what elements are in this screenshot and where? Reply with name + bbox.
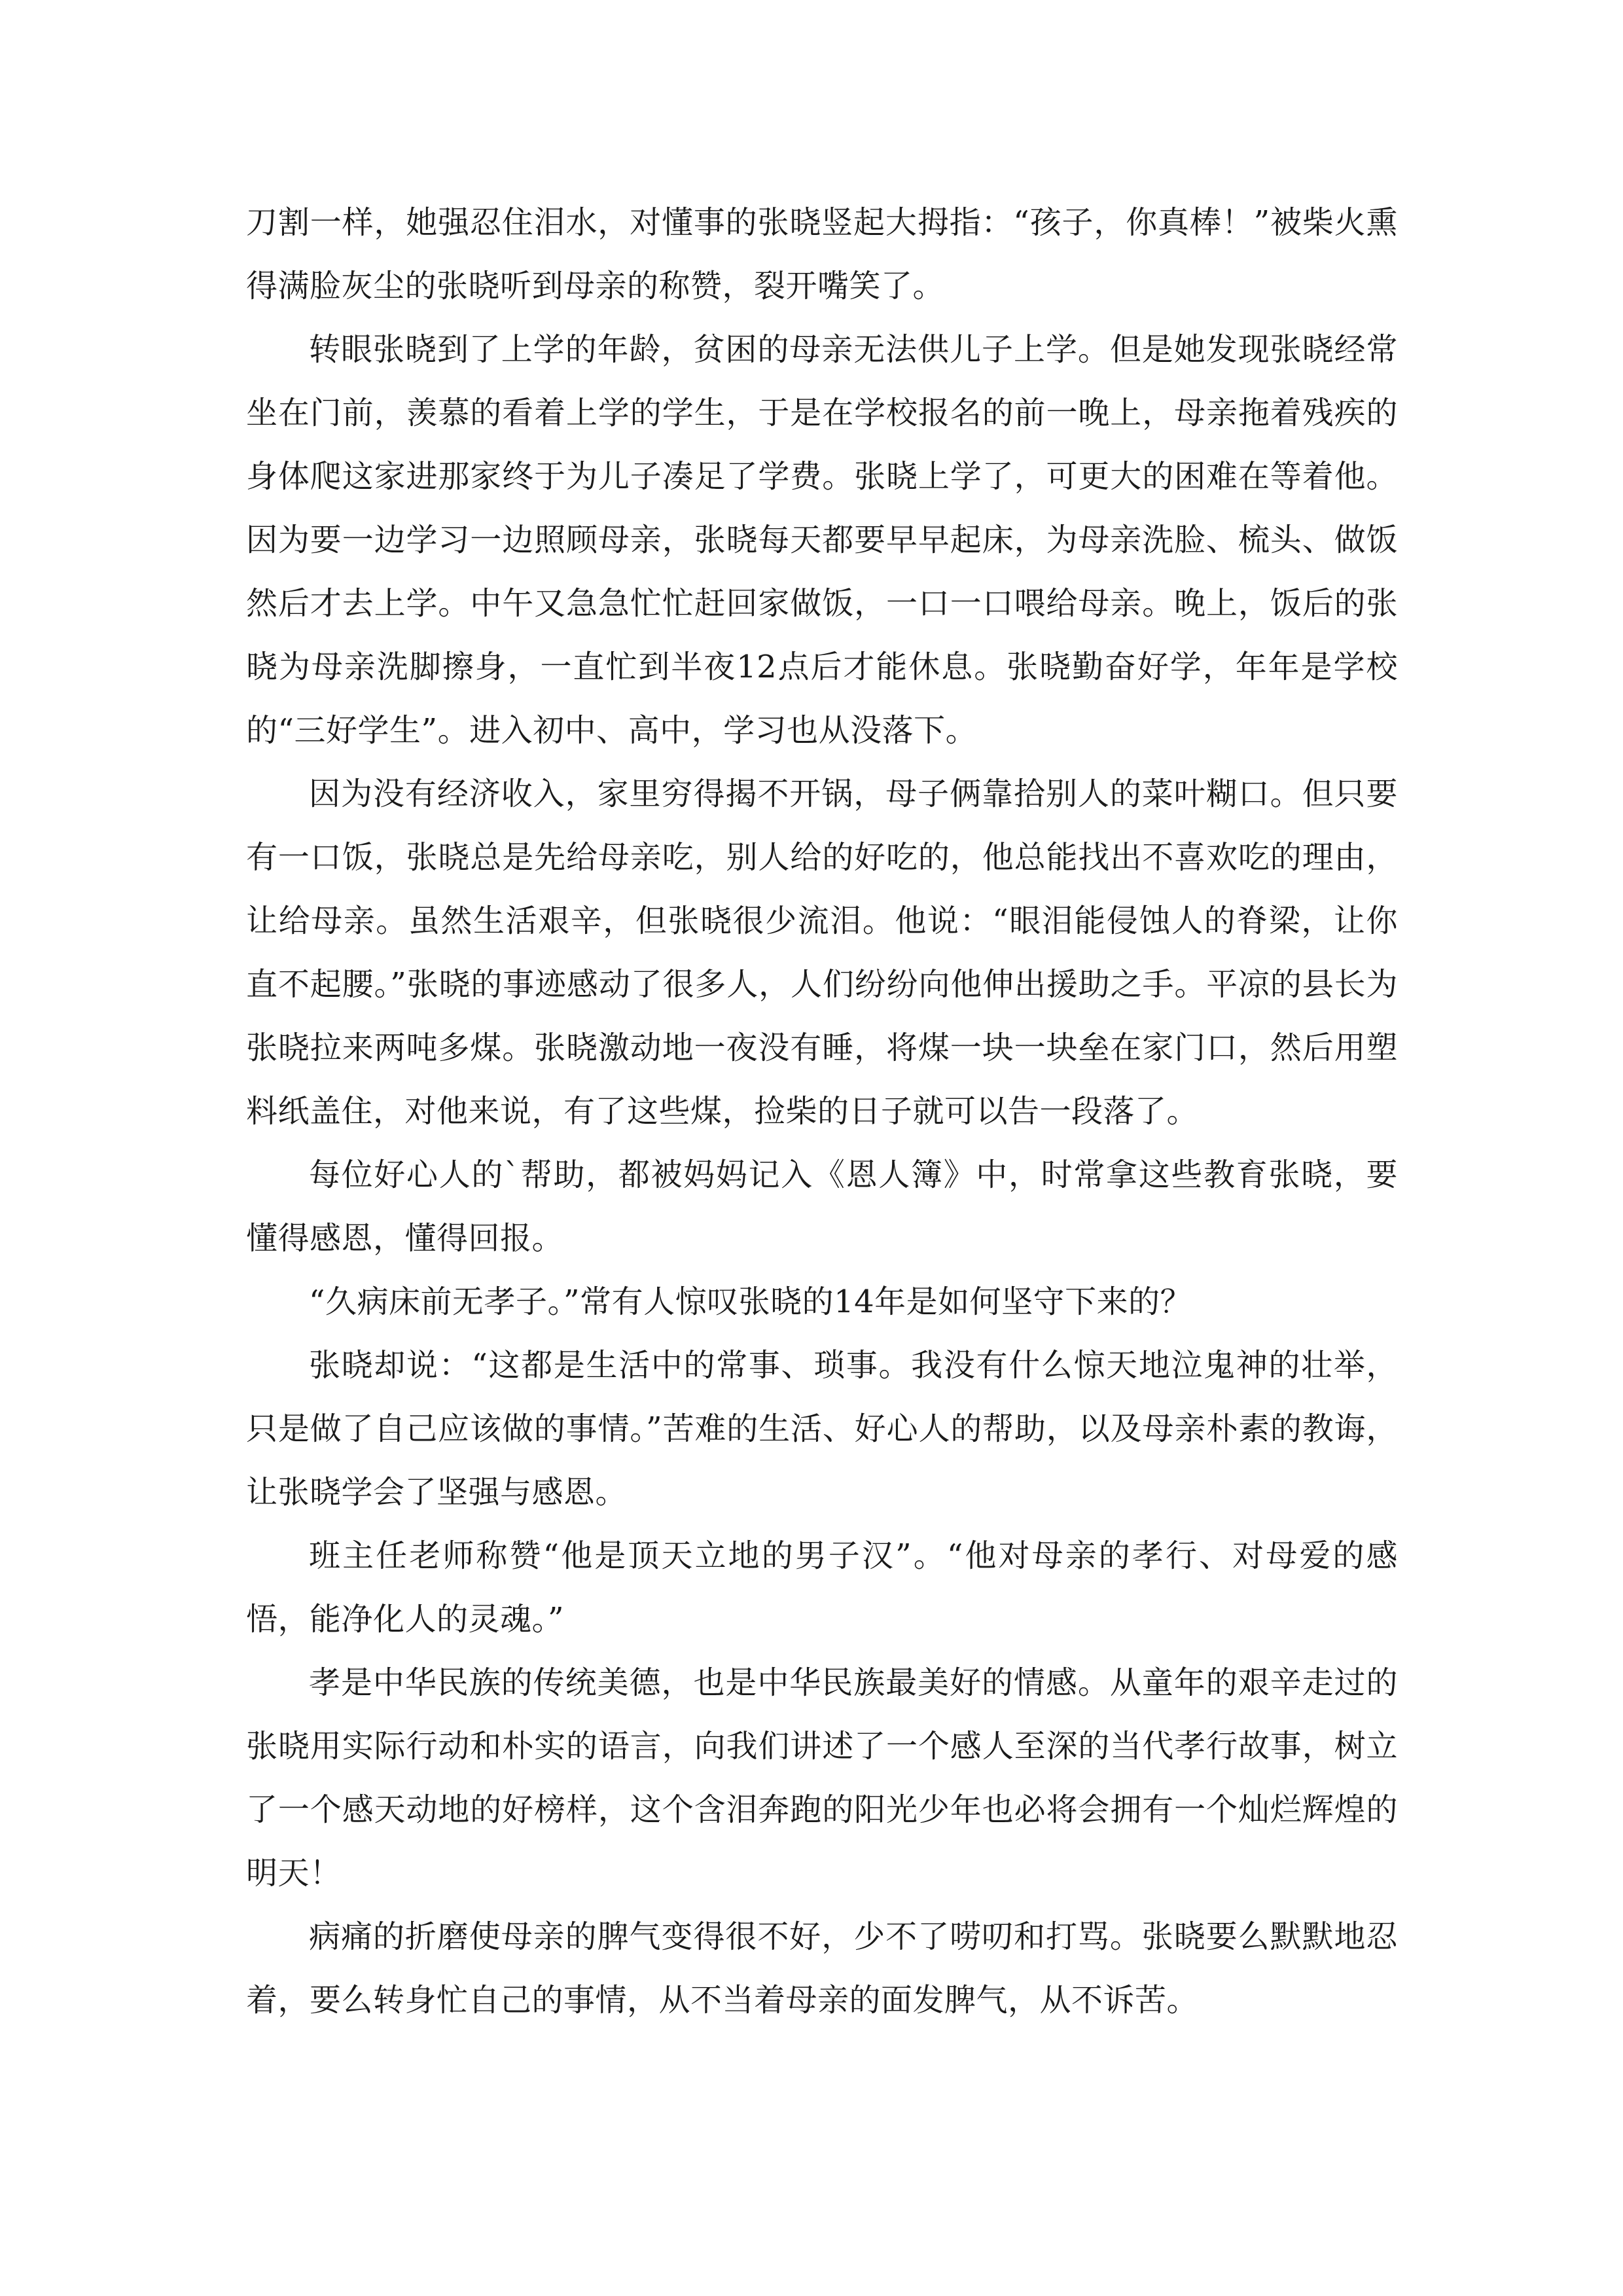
paragraph: 每位好心人的`帮助，都被妈妈记入《恩人簿》中，时常拿这些教育张晓，要懂得感恩，懂得回报。 bbox=[246, 1157, 1398, 1257]
paragraph: 转眼张晓到了上学的年龄，贫困的母亲无法供儿子上学。但是她发现张晓经常坐在门前，羡慕的看着上学的学生，于是在学校报名的前一晚上，母亲拖着残疾的身体爬这家进那家终于为儿子凑足了学费。张晓上学了，可更大的困难在等着他。因为要一边学习一边照顾母亲，张晓每天都要早早起床，为母亲洗脸、梳头、做饭然后才去上学。中午又急急忙忙赶回家做饭，一口一口喂给母亲。晚上，饭后的张晓为母亲洗脚擦身，一直忙到半夜12点后才能休息。张晓勤奋好学，年年是学校的“三好学生”。进入初中、高中，学习也从没落下。 bbox=[246, 331, 1398, 749]
paragraph: 孝是中华民族的传统美德，也是中华民族最美好的情感。从童年的艰辛走过的张晓用实际行动和朴实的语言，向我们讲述了一个感人至深的当代孝行故事，树立了一个感天动地的好榜样，这个含泪奔跑的阳光少年也必将会拥有一个灿烂辉煌的明天！ bbox=[246, 1664, 1398, 1892]
paragraph: 班主任老师称赞“他是顶天立地的男子汉”。“他对母亲的孝行、对母爱的感悟，能净化人的灵魂。” bbox=[246, 1537, 1398, 1638]
paragraph: 病痛的折磨使母亲的脾气变得很不好，少不了唠叨和打骂。张晓要么默默地忍着，要么转身忙自己的事情，从不当着母亲的面发脾气，从不诉苦。 bbox=[246, 1918, 1398, 2018]
paragraph: “久病床前无孝子。”常有人惊叹张晓的14年是如何坚守下来的？ bbox=[309, 1283, 1192, 1320]
paragraph: 刀割一样，她强忍住泪水，对懂事的张晓竖起大拇指：“孩子，你真棒！”被柴火熏得满脸灰尘的张晓听到母亲的称赞，裂开嘴笑了。 bbox=[246, 204, 1398, 304]
paragraph: 因为没有经济收入，家里穷得揭不开锅，母子俩靠拾别人的菜叶糊口。但只要有一口饭，张晓总是先给母亲吃，别人给的好吃的，他总能找出不喜欢吃的理由，让给母亲。虽然生活艰辛，但张晓很少流泪。他说：“眼泪能侵蚀人的脊梁，让你直不起腰。”张晓的事迹感动了很多人，人们纷纷向他伸出援助之手。平凉的县长为张晓拉来两吨多煤。张晓激动地一夜没有睡，将煤一块一块垒在家门口，然后用塑料纸盖住，对他来说，有了这些煤，捡柴的日子就可以告一段落了。 bbox=[246, 776, 1398, 1130]
paragraph: 张晓却说：“这都是生活中的常事、琐事。我没有什么惊天地泣鬼神的壮举，只是做了自己应该做的事情。”苦难的生活、好心人的帮助，以及母亲朴素的教诲，让张晓学会了坚强与感恩。 bbox=[246, 1347, 1398, 1511]
document-body bbox=[246, 191, 1398, 2032]
